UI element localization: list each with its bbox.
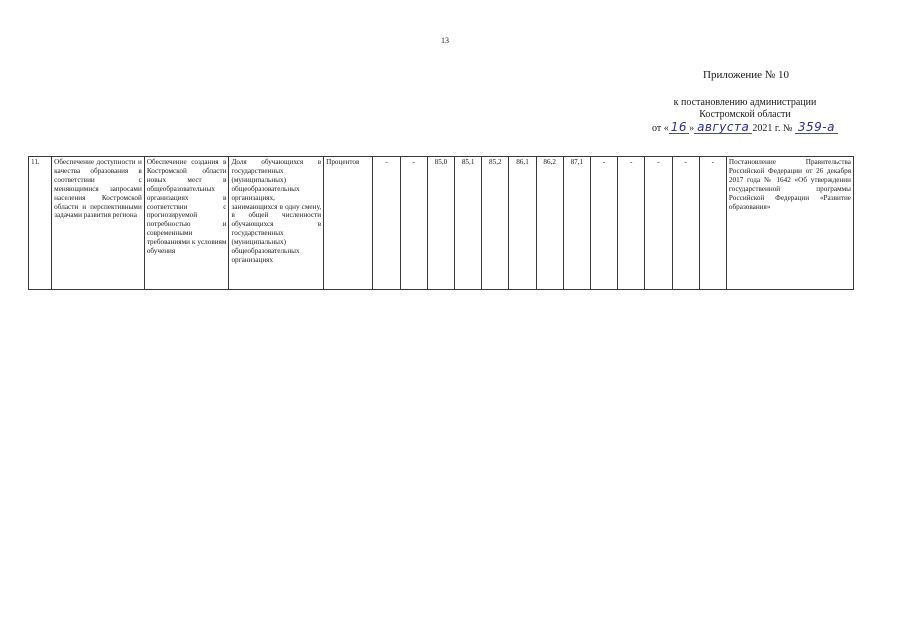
appendix-title: Приложение № 10	[703, 69, 790, 81]
value-cell: 85,1	[455, 157, 482, 290]
value-cell: -	[645, 157, 672, 290]
handwritten-decree-number: 359-а	[795, 121, 838, 134]
value-cell: 86,2	[536, 157, 563, 290]
value-cell: -	[590, 157, 617, 290]
task-cell: Обеспечение создания в Костромской области новых мест в общеобразовательных организациях в соответствии с прогнозируемой потребностью и современными требованиями к условиям обучения	[144, 157, 229, 290]
source-cell: Постановление Правительства Российской Федерации от 26 декабря 2017 года № 1642 «Об утверждении государственной программы Российской Федерации «Развитие образования»	[726, 157, 853, 290]
value-cell: 87,1	[563, 157, 590, 290]
value-cell: -	[373, 157, 400, 290]
value-cell: 85,2	[482, 157, 509, 290]
decree-date-mid: »	[689, 123, 695, 134]
value-cell: -	[618, 157, 645, 290]
value-cell: -	[672, 157, 699, 290]
indicator-cell: Доля обучающихся в государственных (муниципальных) общеобразовательных организациях, занимающихся в одну смену, в общей численности обучающихся в государственных (муниципальных) общеобразовательных организациях	[229, 157, 324, 290]
decree-line-1: к постановлению администрации	[673, 97, 817, 108]
unit-cell: Процентов	[324, 157, 373, 290]
table-row	[29, 157, 854, 290]
handwritten-month: августа	[694, 121, 752, 134]
indicators-table	[28, 156, 854, 290]
value-cell: 85,0	[427, 157, 454, 290]
handwritten-day: 16	[670, 120, 688, 134]
decree-reference	[650, 97, 840, 135]
decree-date-line	[650, 121, 840, 135]
row-index: 11.	[29, 157, 52, 290]
value-cell: 86,1	[509, 157, 536, 290]
page-number: 13	[441, 36, 449, 45]
decree-date-prefix: от «	[652, 123, 669, 134]
value-cell: -	[699, 157, 726, 290]
decree-year-part: 2021 г. №	[752, 123, 793, 134]
decree-line-2: Костромской области	[699, 109, 791, 120]
value-cell: -	[400, 157, 427, 290]
goal-cell: Обеспечение доступности и качества образования в соответствии с меняющимися запросами населения Костромской области и перспективными задачами развития региона	[52, 157, 145, 290]
